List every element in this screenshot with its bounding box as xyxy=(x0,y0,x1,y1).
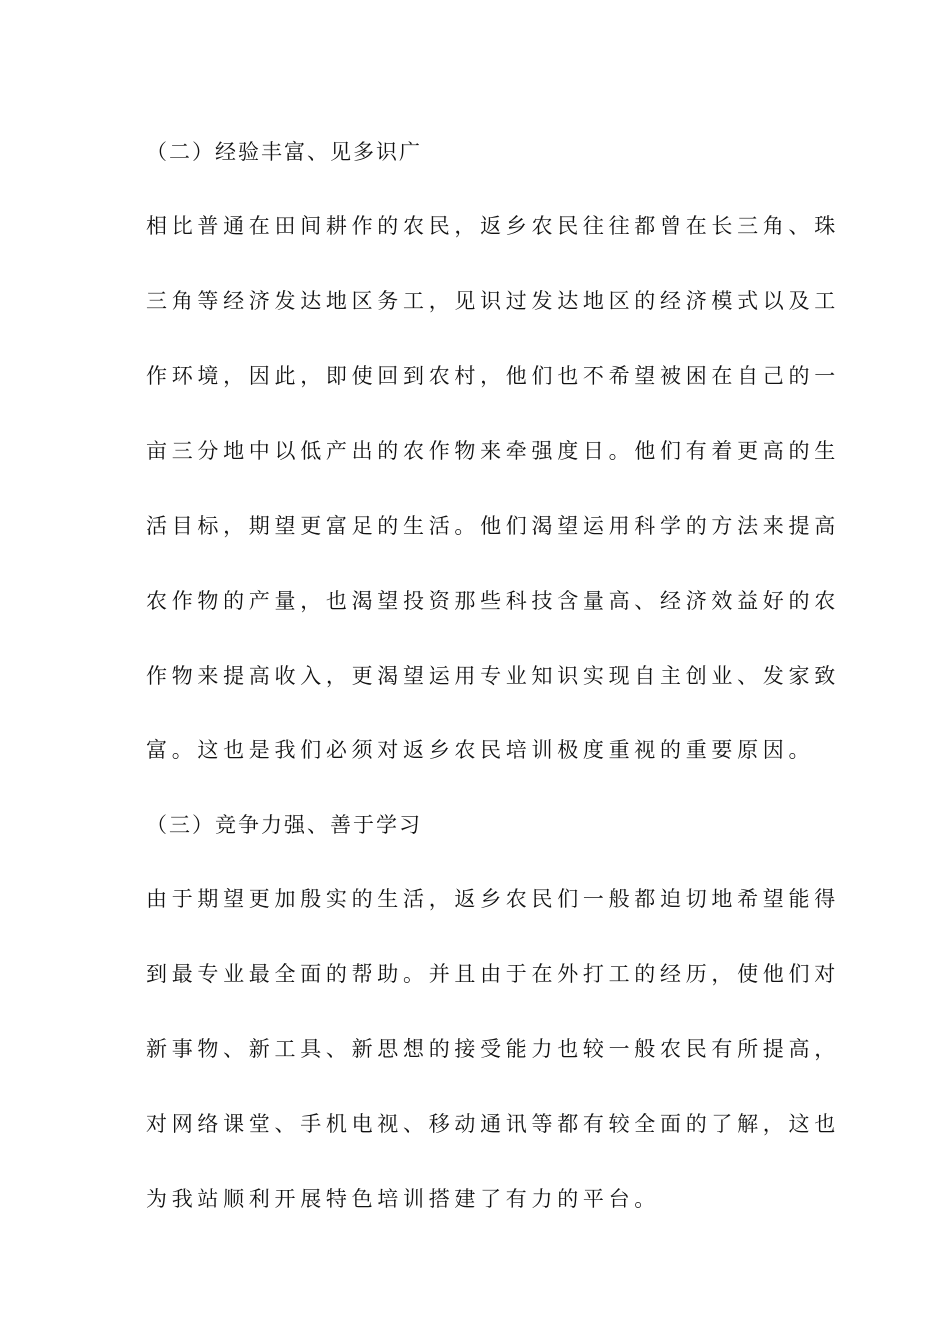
paragraph-line: 亩三分地中以低产出的农作物来牵强度日。他们有着更高的生 xyxy=(146,439,840,463)
paragraph-line: 富。这也是我们必须对返乡农民培训极度重视的重要原因。 xyxy=(146,738,815,762)
section-heading-2: （二）经验丰富、见多识广 xyxy=(146,140,422,164)
paragraph-line: 对网络课堂、手机电视、移动通讯等都有较全面的了解，这也 xyxy=(146,1112,840,1136)
paragraph-line: 活目标，期望更富足的生活。他们渴望运用科学的方法来提高 xyxy=(146,514,840,538)
paragraph-line: 作物来提高收入，更渴望运用专业知识实现自主创业、发家致 xyxy=(146,664,840,688)
paragraph-line: 为我站顺利开展特色培训搭建了有力的平台。 xyxy=(146,1187,660,1211)
paragraph-line: 到最专业最全面的帮助。并且由于在外打工的经历，使他们对 xyxy=(146,962,840,986)
paragraph-line: 三角等经济发达地区务工，见识过发达地区的经济模式以及工 xyxy=(146,289,840,313)
paragraph-line: 农作物的产量，也渴望投资那些科技含量高、经济效益好的农 xyxy=(146,589,840,613)
paragraph-line: 相比普通在田间耕作的农民，返乡农民往往都曾在长三角、珠 xyxy=(146,214,840,238)
section-heading-3: （三）竞争力强、善于学习 xyxy=(146,813,422,837)
paragraph-line: 由于期望更加殷实的生活，返乡农民们一般都迫切地希望能得 xyxy=(146,887,840,911)
paragraph-line: 作环境，因此，即使回到农村，他们也不希望被困在自己的一 xyxy=(146,364,840,388)
paragraph-line: 新事物、新工具、新思想的接受能力也较一般农民有所提高， xyxy=(146,1037,840,1061)
